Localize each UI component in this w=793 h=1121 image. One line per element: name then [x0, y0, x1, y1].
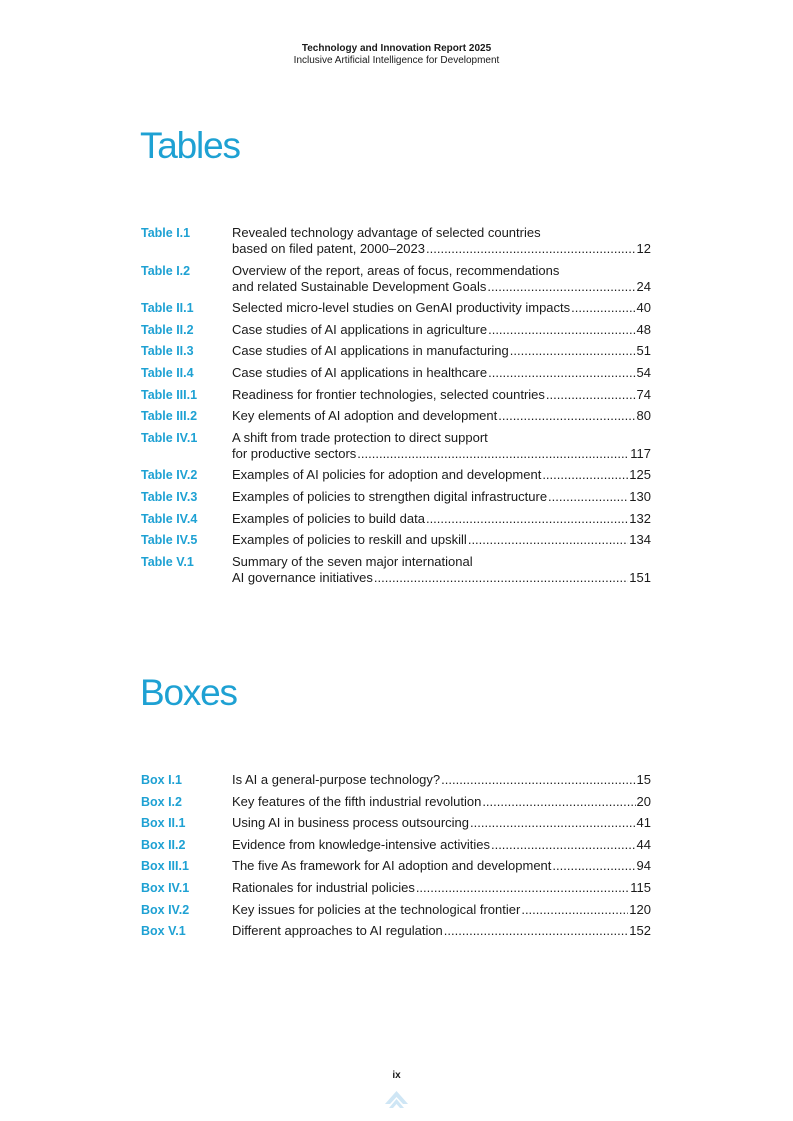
box-entry[interactable] [141, 880, 651, 896]
dot-leader [542, 467, 628, 483]
table-page-number: 74 [636, 386, 651, 402]
box-label: Box II.2 [141, 837, 186, 852]
table-label: Table II.1 [141, 301, 194, 316]
box-title-line: The five As framework for AI adoption and development [232, 858, 552, 874]
table-page-number: 54 [636, 364, 651, 380]
page-number: ix [392, 1070, 401, 1081]
box-label: Box I.2 [141, 794, 182, 809]
dot-leader [482, 794, 635, 810]
box-page-number: 15 [636, 772, 651, 787]
table-title-line: Key elements of AI adoption and development [232, 408, 498, 424]
table-label: Table III.1 [141, 387, 198, 402]
table-page-number: 24 [636, 278, 651, 294]
box-page-number: 120 [629, 901, 651, 917]
table-entry[interactable] [141, 430, 651, 462]
box-label: Box IV.1 [141, 880, 190, 895]
boxes-heading: Boxes [140, 672, 237, 713]
box-title-line: Is AI a general-purpose technology? [232, 772, 441, 787]
running-header [0, 43, 793, 67]
table-entry[interactable] [141, 225, 651, 257]
box-entry[interactable] [141, 923, 651, 939]
dot-leader [441, 772, 635, 788]
dot-leader [546, 387, 636, 403]
boxes-list [141, 772, 651, 945]
table-page-number: 125 [629, 467, 651, 483]
table-entry[interactable] [141, 532, 651, 548]
table-title-line: Case studies of AI applications in manufacturing [232, 343, 509, 359]
dot-leader [468, 532, 628, 548]
table-label: Table IV.2 [141, 468, 198, 483]
dot-leader [488, 322, 635, 338]
box-page-number: 41 [636, 815, 651, 831]
dot-leader [487, 279, 635, 295]
table-label: Table IV.3 [141, 489, 198, 504]
table-title-line: Revealed technology advantage of selected countries [232, 225, 541, 240]
table-page-number: 51 [636, 343, 651, 359]
box-title-line: Different approaches to AI regulation [232, 923, 443, 939]
dot-leader [470, 815, 636, 831]
table-label: Table V.1 [141, 554, 194, 569]
dot-leader [548, 489, 628, 505]
table-title-line: and related Sustainable Development Goals [232, 278, 487, 294]
dot-leader [571, 300, 635, 316]
box-entry[interactable] [141, 794, 651, 810]
box-title-line: Evidence from knowledge-intensive activities [232, 836, 490, 852]
table-page-number: 132 [629, 510, 651, 526]
table-page-number: 134 [629, 532, 651, 548]
table-title-line: A shift from trade protection to direct support [232, 429, 488, 445]
dot-leader [444, 923, 629, 939]
table-page-number: 48 [636, 321, 651, 337]
box-entry[interactable] [141, 815, 651, 831]
tables-heading: Tables [140, 125, 240, 166]
report-subtitle: Inclusive Artificial Intelligence for Development [293, 55, 500, 66]
dot-leader [510, 343, 636, 359]
table-title-line: Selected micro-level studies on GenAI productivity impacts [232, 300, 571, 316]
table-title-line: Case studies of AI applications in agriculture [232, 321, 488, 337]
table-label: Table II.3 [141, 344, 194, 359]
dot-leader [488, 365, 635, 381]
table-title-line: Examples of policies to reskill and upskill [232, 532, 467, 548]
box-title-line: Key features of the fifth industrial revolution [232, 793, 482, 809]
table-entry[interactable] [141, 322, 651, 338]
box-page-number: 94 [636, 858, 651, 874]
box-label: Box I.1 [141, 773, 182, 787]
dot-leader [357, 446, 629, 462]
table-title-line: for productive sectors [232, 445, 357, 461]
table-entry[interactable] [141, 365, 651, 381]
box-page-number: 44 [636, 836, 651, 852]
table-entry[interactable] [141, 300, 651, 316]
table-title-line: Examples of AI policies for adoption and development [232, 467, 542, 483]
table-page-number: 12 [636, 241, 651, 256]
table-page-number: 40 [636, 300, 651, 316]
table-page-number: 151 [629, 569, 651, 585]
box-title-line: Using AI in business process outsourcing [232, 815, 470, 831]
table-label: Table IV.5 [141, 533, 198, 548]
table-label: Table II.4 [141, 365, 194, 380]
dot-leader [374, 570, 628, 586]
table-entry[interactable] [141, 554, 651, 586]
box-entry[interactable] [141, 858, 651, 874]
box-entry[interactable] [141, 837, 651, 853]
box-label: Box IV.2 [141, 902, 190, 917]
table-entry[interactable] [141, 511, 651, 527]
box-title-line: Key issues for policies at the technological frontier [232, 901, 521, 917]
dot-leader [521, 902, 628, 918]
report-title: Technology and Innovation Report 2025 [301, 43, 492, 54]
table-title-line: based on filed patent, 2000–2023 [232, 241, 426, 256]
dot-leader [491, 837, 636, 853]
dot-leader [498, 408, 635, 424]
table-label: Table I.2 [141, 263, 191, 278]
table-title-line: Summary of the seven major international [232, 553, 473, 569]
box-page-number: 20 [636, 793, 651, 809]
box-title-line: Rationales for industrial policies [232, 879, 415, 895]
dot-leader [426, 241, 636, 257]
dot-leader [552, 858, 635, 874]
table-label: Table II.2 [141, 322, 194, 337]
dot-leader [416, 880, 629, 896]
table-entry[interactable] [141, 467, 651, 483]
box-entry[interactable] [141, 772, 651, 788]
table-entry[interactable] [141, 343, 651, 359]
box-page-number: 152 [629, 923, 651, 939]
box-label: Box V.1 [141, 924, 186, 939]
tables-list [141, 225, 651, 591]
box-label: Box III.1 [141, 859, 189, 874]
dot-leader [426, 511, 628, 527]
table-page-number: 80 [636, 408, 651, 424]
scroll-to-top-icon[interactable] [384, 1090, 409, 1114]
table-title-line: Case studies of AI applications in healthcare [232, 364, 488, 380]
table-title-line: Overview of the report, areas of focus, recommendations [232, 262, 560, 278]
table-title-line: Readiness for frontier technologies, selected countries [232, 386, 545, 402]
table-page-number: 130 [629, 488, 651, 504]
table-entry[interactable] [141, 387, 651, 403]
table-entry[interactable] [141, 263, 651, 295]
table-title-line: Examples of policies to build data [232, 510, 425, 526]
table-label: Table III.2 [141, 409, 198, 424]
table-entry[interactable] [141, 489, 651, 505]
table-entry[interactable] [141, 408, 651, 424]
table-label: Table IV.1 [141, 430, 198, 445]
table-title-line: Examples of policies to strengthen digital infrastructure [232, 488, 548, 504]
box-label: Box II.1 [141, 816, 186, 831]
box-page-number: 115 [630, 879, 651, 895]
table-label: Table IV.4 [141, 511, 198, 526]
box-entry[interactable] [141, 902, 651, 918]
table-title-line: AI governance initiatives [232, 569, 373, 585]
table-label: Table I.1 [141, 226, 191, 240]
table-page-number: 117 [630, 445, 651, 461]
